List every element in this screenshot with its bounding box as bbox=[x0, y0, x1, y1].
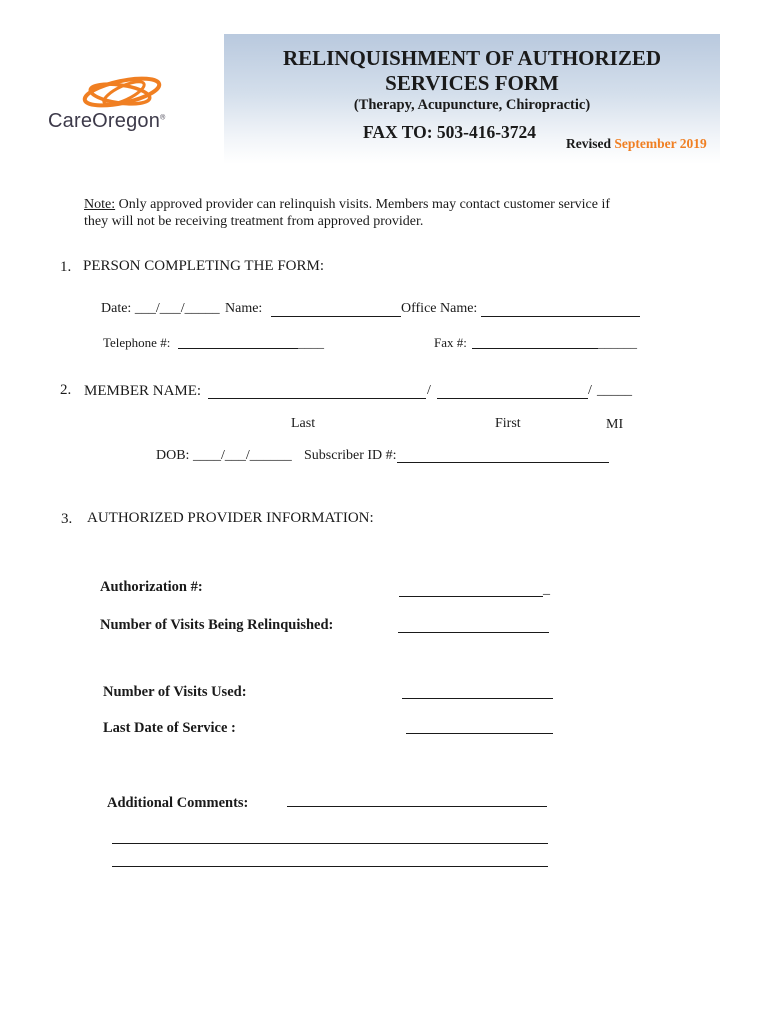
subscriber-id-label: Subscriber ID #: bbox=[304, 448, 397, 463]
revised-date bbox=[566, 136, 707, 152]
middle-initial-field[interactable]: _____ bbox=[597, 383, 632, 398]
date-label: Date: ___/___/_____ bbox=[101, 301, 220, 316]
visits-used-field[interactable] bbox=[402, 698, 553, 699]
revised-label: Revised bbox=[566, 136, 611, 151]
note-label: Note: bbox=[84, 197, 116, 212]
form-subtitle: (Therapy, Acupuncture, Chiropractic) bbox=[353, 97, 591, 113]
authorization-label: Authorization #: bbox=[100, 579, 203, 595]
section2-number: 2. bbox=[60, 382, 72, 398]
first-name-field[interactable] bbox=[437, 398, 588, 399]
last-caption: Last bbox=[291, 416, 316, 431]
comments-field-line3[interactable] bbox=[112, 866, 548, 867]
dob-label: DOB: ____/___/______ bbox=[156, 448, 292, 463]
fax-label: Fax #: bbox=[434, 335, 467, 350]
note bbox=[84, 196, 610, 213]
section3-number: 3. bbox=[61, 511, 73, 527]
registered-mark: ® bbox=[160, 114, 166, 122]
first-caption: First bbox=[495, 416, 521, 431]
careoregon-logo bbox=[48, 72, 173, 138]
name-label: Name: bbox=[225, 301, 263, 316]
fax-tail: ______ bbox=[598, 335, 637, 350]
fax-field[interactable] bbox=[472, 348, 598, 349]
visits-relinquished-label: Number of Visits Being Relinquished: bbox=[100, 617, 334, 633]
telephone-tail: ____ bbox=[298, 335, 324, 350]
subscriber-id-field[interactable] bbox=[397, 462, 609, 463]
visits-used-label: Number of Visits Used: bbox=[103, 684, 247, 700]
name-separator-2: / bbox=[588, 383, 592, 398]
telephone-label: Telephone #: bbox=[103, 335, 171, 350]
visits-relinquished-field[interactable] bbox=[398, 632, 549, 633]
revised-month-year: September 2019 bbox=[614, 136, 707, 151]
additional-comments-label: Additional Comments: bbox=[107, 795, 249, 811]
form-title-line2: SERVICES FORM bbox=[385, 71, 559, 95]
comments-field-line1[interactable] bbox=[287, 806, 547, 807]
authorization-field[interactable] bbox=[399, 596, 543, 597]
careoregon-swirl-icon bbox=[72, 72, 172, 114]
office-name-field[interactable] bbox=[481, 316, 640, 317]
last-name-field[interactable] bbox=[208, 398, 426, 399]
logo-brand-name: CareOregon bbox=[48, 110, 161, 132]
last-date-of-service-field[interactable] bbox=[406, 733, 553, 734]
comments-field-line2[interactable] bbox=[112, 843, 548, 844]
fax-number: FAX TO: 503-416-3724 bbox=[363, 122, 537, 142]
name-field[interactable] bbox=[271, 316, 401, 317]
name-separator-1: / bbox=[427, 383, 431, 398]
note-line1: Only approved provider can relinquish visits. Members may contact customer service if bbox=[115, 197, 611, 212]
section1-title: PERSON COMPLETING THE FORM: bbox=[83, 258, 325, 274]
office-name-label: Office Name: bbox=[401, 301, 478, 316]
telephone-field[interactable] bbox=[178, 348, 298, 349]
last-date-of-service-label: Last Date of Service : bbox=[103, 720, 236, 736]
section1-number: 1. bbox=[60, 259, 72, 275]
section2-title: MEMBER NAME: bbox=[84, 383, 202, 399]
note-line2: they will not be receiving treatment from approved provider. bbox=[84, 214, 424, 229]
authorization-tail: _ bbox=[543, 582, 550, 597]
form-title-line1: RELINQUISHMENT OF AUTHORIZED bbox=[282, 46, 662, 70]
section3-title: AUTHORIZED PROVIDER INFORMATION: bbox=[87, 510, 374, 526]
mi-caption: MI bbox=[606, 417, 624, 432]
